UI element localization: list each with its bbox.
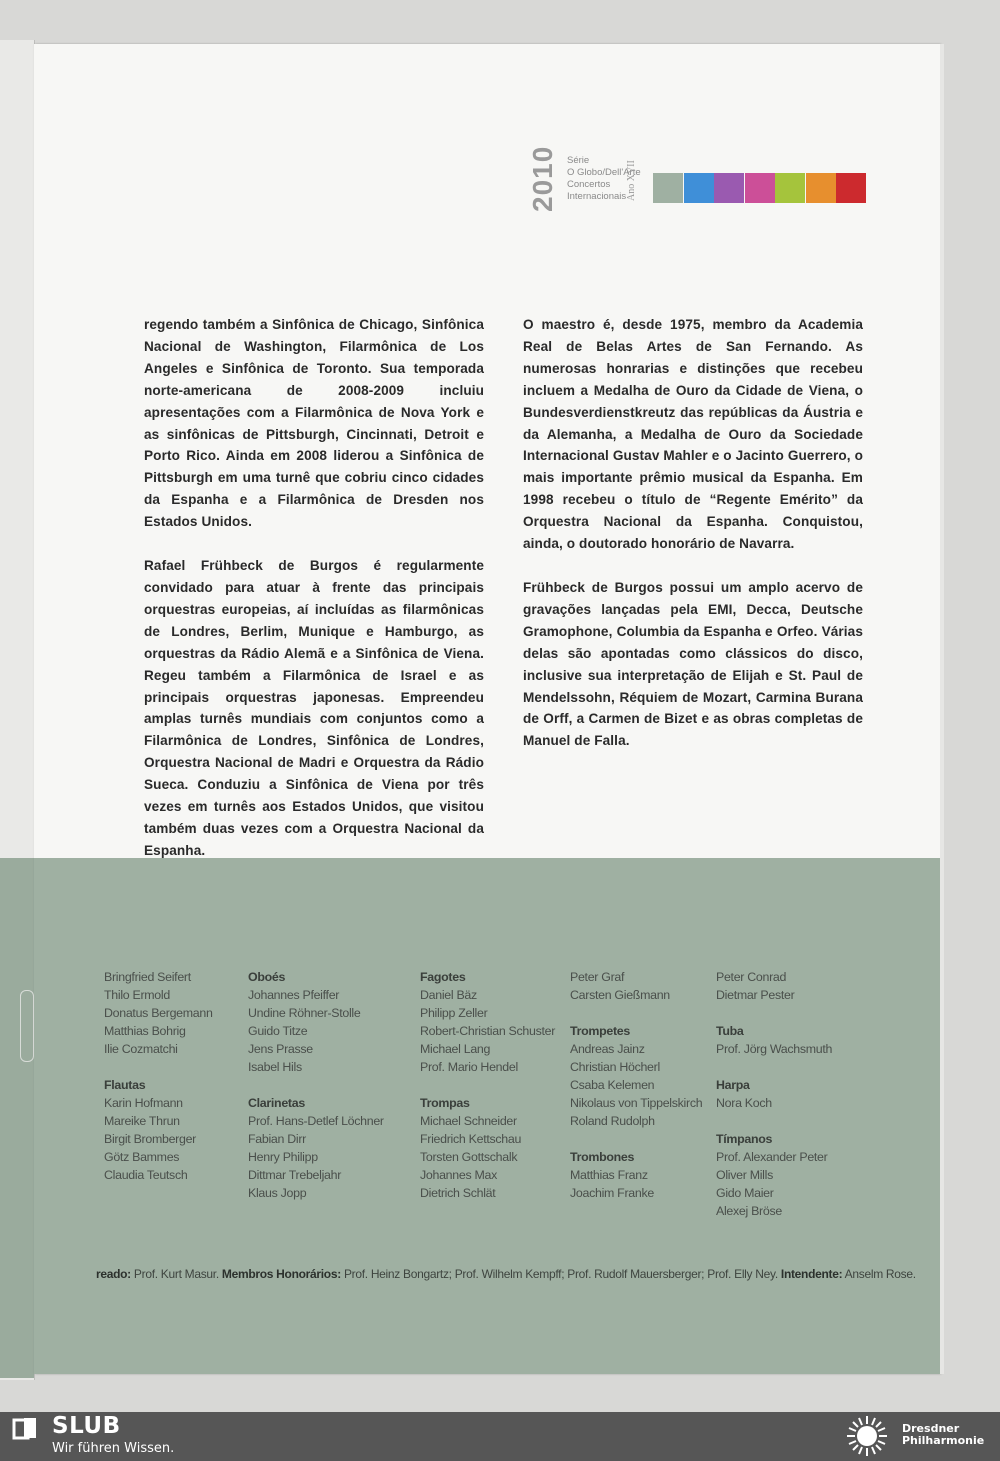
intendente-value: Anselm Rose. [844,1267,916,1281]
musician-name: Matthias Franz [570,1168,648,1182]
musician-name: Fabian Dirr [248,1132,306,1146]
color-bar [745,173,775,203]
color-bar [714,173,744,203]
color-bar [775,173,805,203]
paragraph: Frühbeck de Burgos possui um amplo acervo de gravações lançadas pela EMI, Decca, Deutsche Gramophone, Columbia da Espanha e Orfeo. Várias delas são apontadas como clássicos do disco, inclusive sua interpretação de Elijah e St. Paul de Mendelssohn, Réquiem de Mozart, Carmina Burana de Orff, a Carmen de Bizet e as obras completas de Manuel de Falla. [523,579,863,749]
section-group [570,1022,702,1130]
section-heading: Tuba [716,1024,744,1038]
section-heading: Harpa [716,1078,750,1092]
musician-name: Friedrich Kettschau [420,1132,522,1146]
musicians-column-2 [248,968,384,1220]
musician-name: Nikolaus von Tippelskirch [570,1096,703,1110]
section-heading: Flautas [104,1078,146,1092]
paragraph: Rafael Frühbeck de Burgos é regularmente convidado para atuar à frente das principais orquestras europeias, aí incluídas as filarmônicas de Londres, Berlim, Munique e Hamburgo, as orquestras da Rádio Alemã e a Sinfônica de Viena. Regeu também a Filarmônica de Israel e as principais orquestras japonesas. Empreendeu amplas turnês mundiais com conjuntos como a Filarmônica de Londres, Sinfônica de Londres, Orquestra Nacional de Madri e Orquestra da Rádio Sueca. Conduziu a Sinfônica de Viena por três vezes em turnês aos Estados Unidos, que visitou também duas vezes com a Orquestra Nacional da Espanha. [144,558,484,858]
section-group [420,968,555,1076]
color-bar [653,173,683,203]
section-group [716,1130,832,1220]
musician-name: Birgit Bromberger [104,1132,196,1146]
musician-name: Peter Conrad [716,970,787,984]
musician-name: Carsten Gießmann [570,988,670,1002]
musician-name: Prof. Hans-Detlef Löchner [248,1114,384,1128]
musicians-column-5 [716,968,832,1238]
musician-name: Klaus Jopp [248,1186,307,1200]
musician-name: Götz Bammes [104,1150,180,1164]
library-name: SLUB [52,1413,121,1439]
musician-name: Donatus Bergemann [104,1006,213,1020]
series-line: Internacionais [567,191,627,202]
left-page-green-edge [0,858,34,1378]
musician-name: Oliver Mills [716,1168,773,1182]
section-group [570,968,702,1004]
musician-name: Michael Schneider [420,1114,517,1128]
section-group [248,1094,384,1202]
musician-name: Andreas Jainz [570,1042,645,1056]
musician-name: Daniel Bäz [420,988,477,1002]
series-year-label: Ano XVII [626,160,637,202]
orchestra-name-line: Philharmonie [902,1434,985,1447]
musician-name: Torsten Gottschalk [420,1150,518,1164]
section-group [248,968,384,1076]
binding-hole [20,990,34,1062]
series-line: Série [567,155,590,166]
musician-name: Johannes Pfeiffer [248,988,340,1002]
musicians-column-1 [104,968,213,1202]
musician-name: Ilie Cozmatchi [104,1042,178,1056]
honorarios-value: Prof. Heinz Bongartz; Prof. Wilhelm Kempff; Prof. Rudolf Mauersberger; Prof. Elly Ney. [343,1267,778,1281]
credits-line [96,1267,916,1281]
honorarios-label: Membros Honorários: [221,1267,341,1281]
musician-name: Bringfried Seifert [104,970,191,984]
intendente-label: Intendente: [780,1267,843,1281]
section-group [716,1022,832,1058]
regente-value: Prof. Kurt Masur. [133,1267,219,1281]
musician-name: Matthias Bohrig [104,1024,186,1038]
section-group [570,1148,702,1202]
musician-name: Guido Titze [248,1024,308,1038]
series-line: Concertos [567,179,611,190]
color-bar-strip [653,173,867,203]
document-page [34,44,940,1374]
section-heading: Tímpanos [716,1132,773,1146]
orchestra-name [902,1423,984,1447]
section-group [104,968,213,1058]
musician-name: Joachim Franke [570,1186,654,1200]
musician-name: Henry Philipp [248,1150,318,1164]
musician-name: Robert-Christian Schuster [420,1024,556,1038]
section-group [420,1094,555,1202]
section-heading: Fagotes [420,970,466,984]
section-heading: Clarinetas [248,1096,305,1110]
section-heading: Trombones [570,1150,635,1164]
musician-name: Karin Hofmann [104,1096,183,1110]
series-line: O Globo/Dell'Arte [567,167,641,178]
orchestra-name-line: Dresdner [902,1422,960,1435]
section-group [716,1076,832,1112]
musician-name: Roland Rudolph [570,1114,655,1128]
body-column-left [144,314,484,884]
musician-name: Isabel Hils [248,1060,302,1074]
library-tagline: Wir führen Wissen. [52,1441,175,1456]
musician-name: Alexej Bröse [716,1204,782,1218]
color-bar [684,173,714,203]
musician-name: Nora Koch [716,1096,772,1110]
musician-name: Dietmar Pester [716,988,795,1002]
musician-name: Peter Graf [570,970,625,984]
musician-name: Mareike Thrun [104,1114,180,1128]
page-edge-right [940,44,944,1374]
paragraph: O maestro é, desde 1975, membro da Academia Real de Belas Artes de San Fernando. As numerosas honrarias e distinções que recebeu incluem a Medalha de Ouro da Cidade de Viena, o Bundesverdienstkreutz das repúblicas da Áustria e da Alemanha, a Medalha de Ouro da Sociedade Internacional Gustav Mahler e o Jacinto Guerrero, o mais importante prêmio musical da Espanha. Em 1998 recebeu o título de “Regente Emérito” da Orquestra Nacional da Espanha. Conquistou, ainda, o doutorado honorário de Navarra. [523,317,863,552]
musician-name: Jens Prasse [248,1042,313,1056]
color-bar [836,173,866,203]
musician-name: Claudia Teutsch [104,1168,188,1182]
section-group [104,1076,213,1184]
musician-name: Undine Röhner-Stolle [248,1006,361,1020]
musicians-column-3 [420,968,555,1220]
section-heading: Oboés [248,970,286,984]
musician-name: Prof. Alexander Peter [716,1150,828,1164]
musician-name: Gido Maier [716,1186,774,1200]
section-heading: Trompas [420,1096,470,1110]
musicians-column-4 [570,968,702,1220]
slub-logo-icon [12,1416,38,1442]
regente-label: reado: [96,1267,131,1281]
body-column-right [523,314,863,774]
paragraph: regendo também a Sinfônica de Chicago, Sinfônica Nacional de Washington, Filarmônica de Los Angeles e Sinfônica de Toronto. Sua temporada norte-americana de 2008-2009 incluiu apresentações com a Filarmônica de Nova York e as sinfônicas de Pittsburgh, Cincinnati, Detroit e Porto Rico. Ainda em 2008 liderou a Sinfônica de Pittsburgh em uma turnê que cobriu cinco cidades da Espanha e a Filarmônica de Dresden nos Estados Unidos. [144,317,484,530]
musician-name: Thilo Ermold [104,988,170,1002]
musician-name: Philipp Zeller [420,1006,488,1020]
philharmonie-logo-icon [843,1414,891,1458]
musician-name: Dietrich Schlät [420,1186,496,1200]
series-year: 2010 [527,145,558,212]
color-bar [806,173,836,203]
musician-name: Csaba Kelemen [570,1078,655,1092]
section-group [716,968,832,1004]
musician-name: Dittmar Trebeljahr [248,1168,342,1182]
musician-name: Christian Höcherl [570,1060,660,1074]
musician-name: Johannes Max [420,1168,497,1182]
musician-name: Michael Lang [420,1042,491,1056]
section-heading: Trompetes [570,1024,630,1038]
musician-name: Prof. Jörg Wachsmuth [716,1042,833,1056]
musician-name: Prof. Mario Hendel [420,1060,518,1074]
